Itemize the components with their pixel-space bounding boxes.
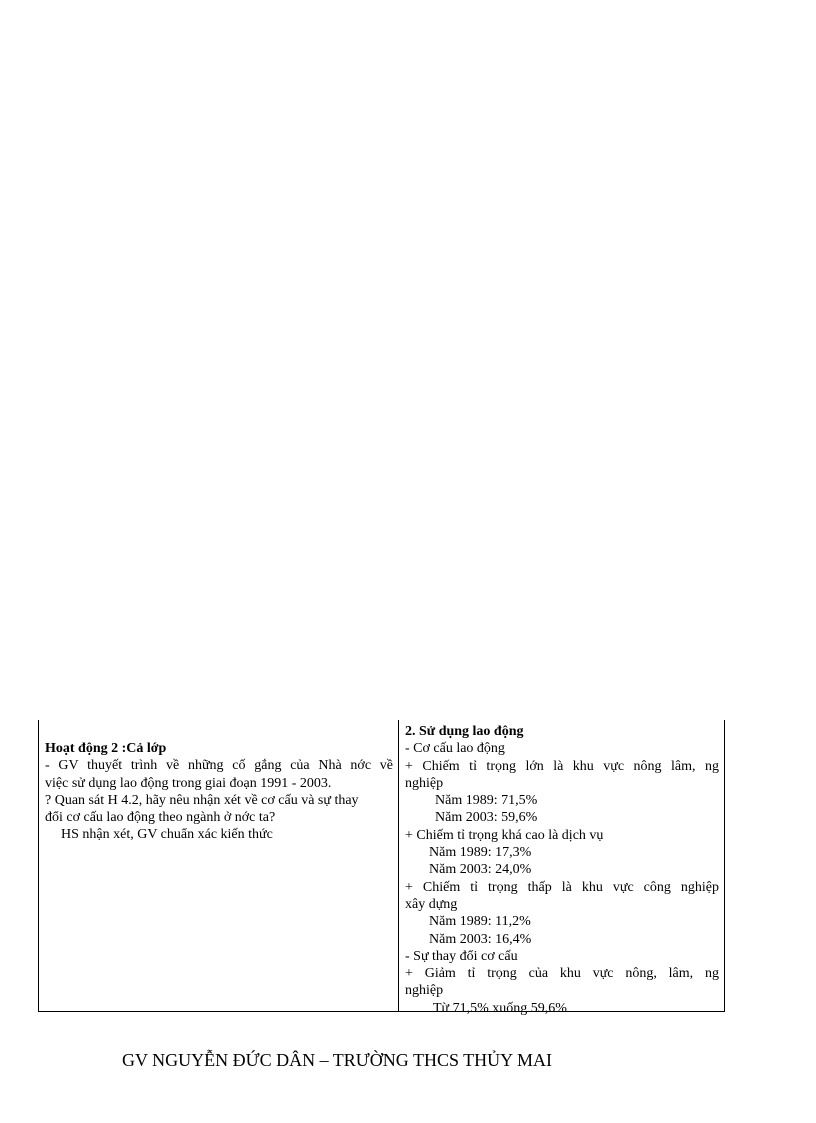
content-line: Năm 2003: 24,0% — [429, 862, 532, 878]
content-line: + Giảm tỉ trọng của khu vực nông, lâm, ng — [405, 966, 719, 982]
content-line: - Cơ cấu lao động — [405, 741, 505, 757]
content-line: Năm 1989: 71,5% — [435, 793, 538, 809]
right-column — [405, 723, 719, 1017]
content-line: xây dựng — [405, 896, 458, 912]
page-footer: GV NGUYỄN ĐỨC DÂN – TRƯỜNG THCS THỦY MAI — [122, 1050, 552, 1070]
content-line: + Chiếm tỉ trọng lớn là khu vực nông lâm, ng — [405, 758, 719, 774]
teacher-text-line-2: việc sử dụng lao động trong giai đoạn 1991 - 2003. — [45, 775, 332, 791]
question-line-1: ? Quan sát H 4.2, hãy nêu nhận xét về cơ cấu và sự thay — [45, 792, 359, 808]
content-line: + Chiếm tỉ trọng thấp là khu vực công nghiệp — [405, 879, 719, 895]
content-line: Năm 2003: 59,6% — [435, 810, 538, 826]
content-line: Từ 71,5% xuống 59,6% — [433, 1000, 567, 1016]
content-line: Năm 1989: 17,3% — [429, 845, 532, 861]
content-line: nghiệp — [405, 775, 444, 791]
content-line: nghiệp — [405, 983, 444, 999]
section-heading: 2. Sử dụng lao động — [405, 724, 524, 739]
content-line: Năm 1989: 11,2% — [429, 914, 531, 930]
question-line-2: đổi cơ cấu lao động theo ngành ở nớc ta? — [45, 810, 276, 826]
column-divider — [398, 720, 399, 1011]
lesson-table — [38, 720, 725, 1016]
content-line: + Chiếm tỉ trọng khá cao là dịch vụ — [405, 827, 604, 843]
teacher-text-line-1: - GV thuyết trình về những cố gắng của Nhà nớc về — [45, 758, 393, 774]
student-response: HS nhận xét, GV chuẩn xác kiến thức — [61, 827, 273, 843]
content-line: Năm 2003: 16,4% — [429, 931, 532, 947]
left-column — [45, 740, 393, 844]
activity-heading: Hoạt động 2 :Cả lớp — [45, 741, 167, 756]
content-line: - Sự thay đổi cơ cấu — [405, 948, 518, 964]
